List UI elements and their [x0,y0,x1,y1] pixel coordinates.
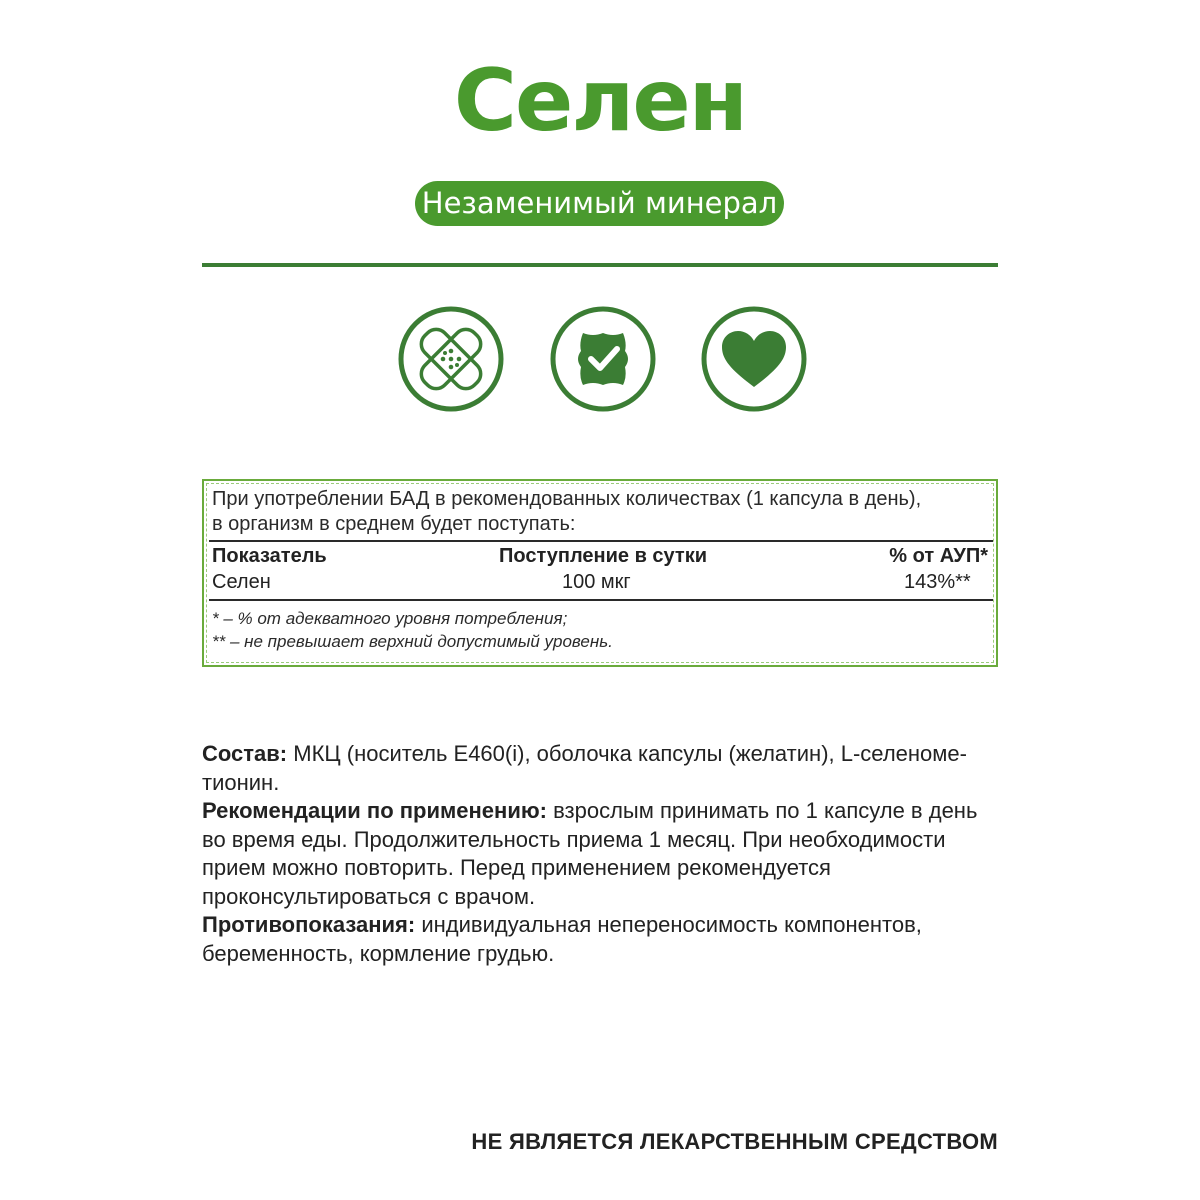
table-cell-name: Селен [212,571,271,593]
col-header-daily-intake: Поступление в сутки [499,545,708,567]
nutrition-info-box [202,479,998,667]
usage-text: взрослым принимать по 1 капсуле в день [546,798,978,823]
info-intro-line: При употреблении БАД в рекомендованных количествах (1 капсула в день), [212,488,922,510]
product-title: Селен [453,51,747,151]
info-intro-line: в организм в среднем будет поступать: [212,513,576,535]
subtitle-badge: Незаменимый минерал [415,181,784,226]
leather-check-icon [549,305,657,413]
product-description [202,740,1002,968]
footnote: * – % от адекватного уровня потребления; [212,609,568,628]
table-cell-percent: 143%** [904,571,971,593]
contraindications-line: беременность, кормление грудью. [202,940,555,966]
usage-line: проконсультироваться с врачом. [202,883,536,909]
table-cell-amount: 100 мкг [562,571,631,593]
table-top-rule [209,540,993,542]
composition-text: МКЦ (носитель Е460(i), оболочка капсулы (желатин), L-селеноме- [287,741,967,766]
composition-line [202,740,1002,769]
col-header-percent: % от АУП* [889,545,988,567]
contraindications-line [202,911,1002,940]
table-bottom-rule [209,599,993,601]
usage-label: Рекомендации по применению: [202,798,547,823]
info-intro [212,487,982,537]
disclaimer: НЕ ЯВЛЯЕТСЯ ЛЕКАРСТВЕННЫМ СРЕДСТВОМ [471,1129,998,1154]
col-header-indicator: Показатель [212,545,327,567]
usage-line: прием можно повторить. Перед применением рекомендуется [202,855,831,880]
footnote: ** – не превышает верхний допустимый уровень. [212,632,613,651]
composition-label: Состав: [202,741,288,766]
bandage-icon [397,305,505,413]
heart-icon [700,305,808,413]
contraindications-text: индивидуальная непереносимость компонентов, [415,912,922,937]
contraindications-label: Противопоказания: [202,912,416,937]
usage-line: во время еды. Продолжительность приема 1 месяц. При необходимости [202,826,946,852]
composition-line: тионин. [202,769,280,795]
usage-line [202,797,1002,826]
divider [202,263,998,267]
